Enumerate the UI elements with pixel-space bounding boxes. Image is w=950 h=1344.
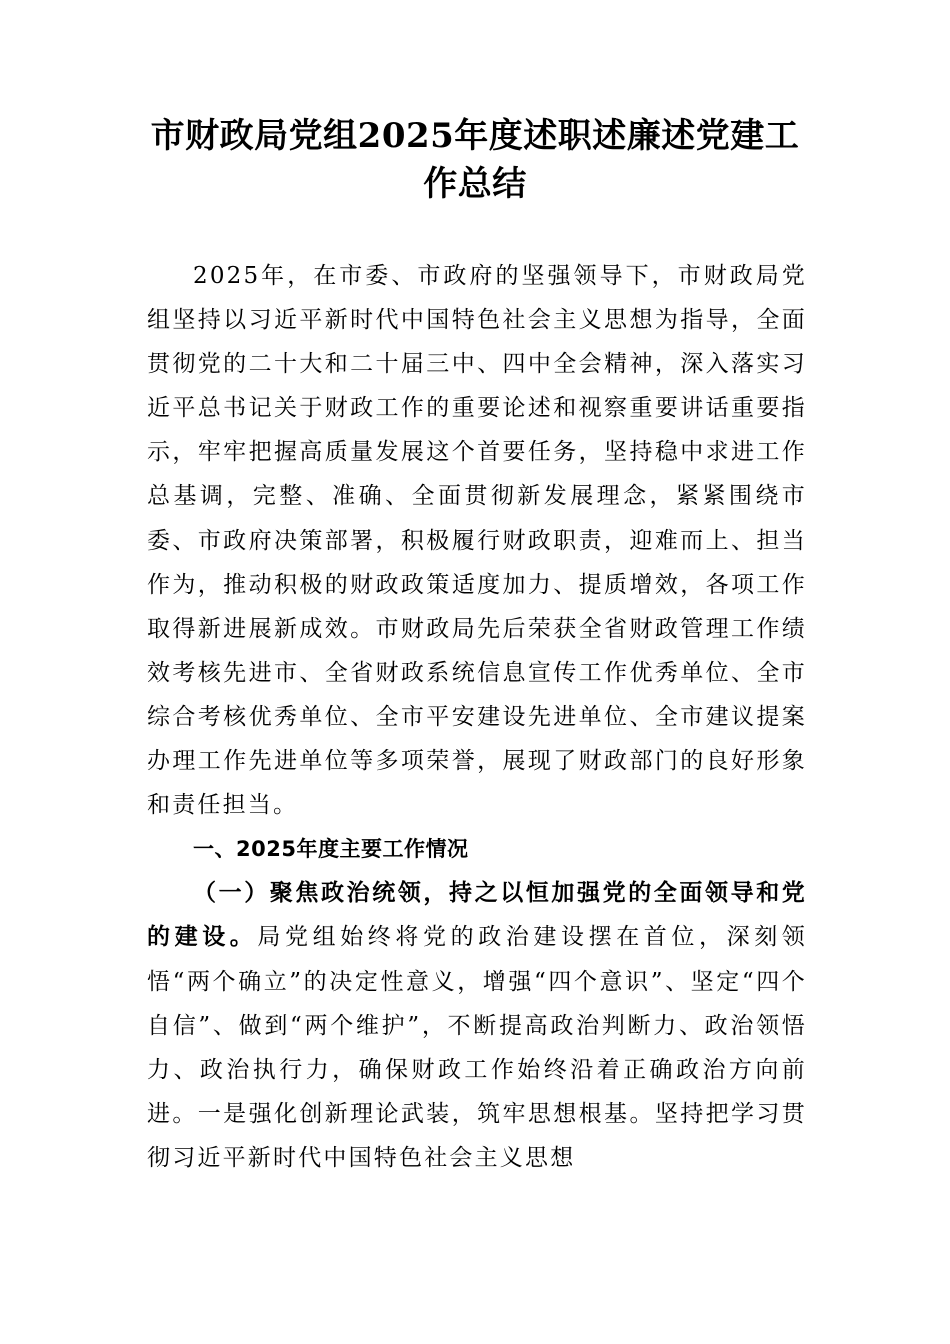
subsection-body: 局党组始终将党的政治建设摆在首位，深刻领悟“两个确立”的决定性意义，增强“四个意识”、坚定“四个自信”、做到“两个维护”，不断提高政治判断力、政治领悟力、政治执行力，确保财政工作始终沿着正确政治方向前进。一是强化创新理论武装，筑牢思想根基。坚持把学习贯彻习近平新时代中国特色社会主义思想 <box>147 924 807 1171</box>
document-body <box>147 254 807 1180</box>
subsection-paragraph <box>147 871 807 1180</box>
subsection-lead: （一）聚焦政治统领，持之以恒加强党的全面领导和党的建设。 <box>147 879 807 951</box>
document-title: 市财政局党组2025年度述职述廉述党建工作总结 <box>150 116 800 204</box>
intro-paragraph: 2025年，在市委、市政府的坚强领导下，市财政局党组坚持以习近平新时代中国特色社会主义思想为指导，全面贯彻党的二十大和二十届三中、四中全会精神，深入落实习近平总书记关于财政工作的重要论述和视察重要讲话重要指示，牢牢把握高质量发展这个首要任务，坚持稳中求进工作总基调，完整、准确、全面贯彻新发展理念，紧紧围绕市委、市政府决策部署，积极履行财政职责，迎难而上、担当作为，推动积极的财政政策适度加力、提质增效，各项工作取得新进展新成效。市财政局先后荣获全省财政管理工作绩效考核先进市、全省财政系统信息宣传工作优秀单位、全市综合考核优秀单位、全市平安建设先进单位、全市建议提案办理工作先进单位等多项荣誉，展现了财政部门的良好形象和责任担当。 <box>147 263 807 819</box>
section-heading: 一、2025年度主要工作情况 <box>193 837 469 862</box>
